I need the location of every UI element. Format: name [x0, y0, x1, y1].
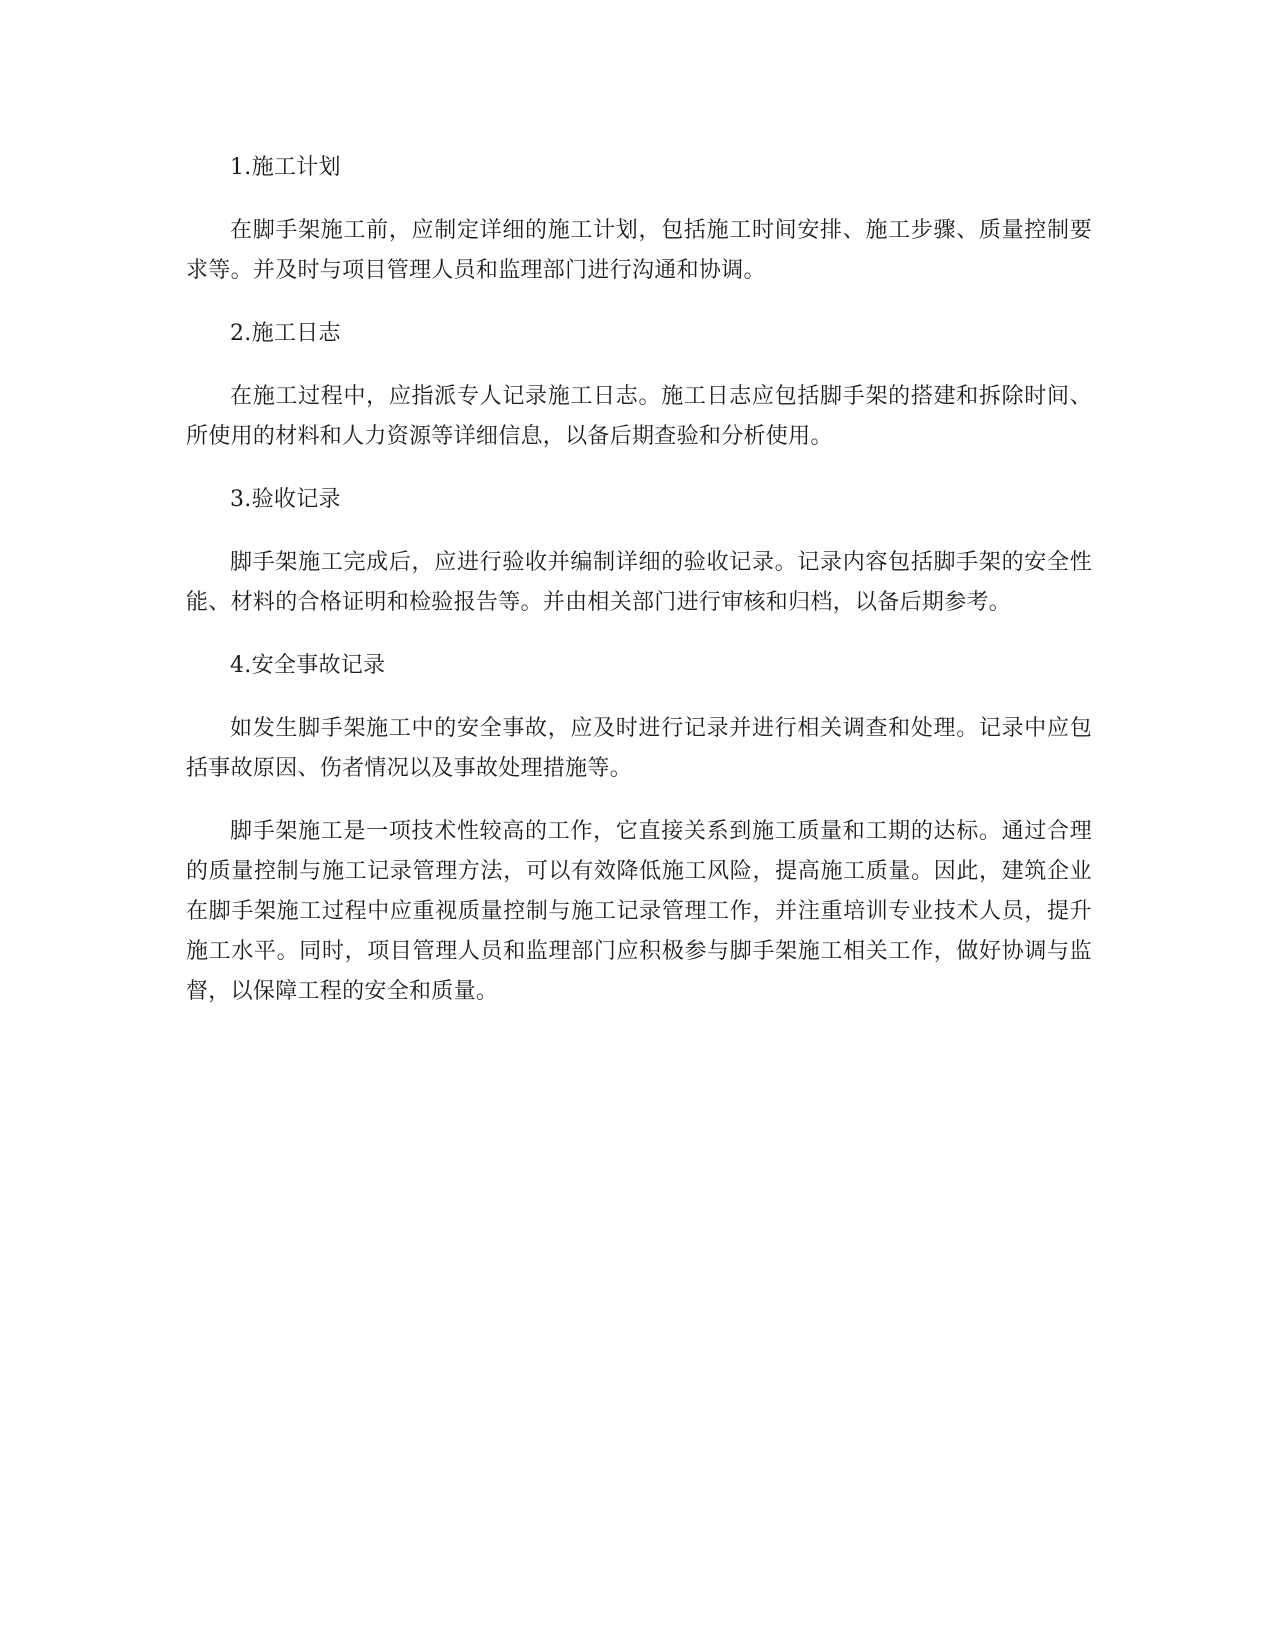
conclusion-paragraph: 脚手架施工是一项技术性较高的工作，它直接关系到施工质量和工期的达标。通过合理的质量控制与施工记录管理方法，可以有效降低施工风险，提高施工质量。因此，建筑企业在脚手架施工过程中应重视质量控制与施工记录管理工作，并注重培训专业技术人员，提升施工水平。同时，项目管理人员和监理部门应积极参与脚手架施工相关工作，做好协调与监督，以保障工程的安全和质量。	[186, 819, 1092, 1004]
section-heading-safety-incident-record: 4.安全事故记录	[230, 653, 386, 678]
section-heading-acceptance-record: 3.验收记录	[230, 487, 341, 512]
section-body-construction-log: 在施工过程中，应指派专人记录施工日志。施工日志应包括脚手架的搭建和拆除时间、所使用的材料和人力资源等详细信息，以备后期查验和分析使用。	[186, 384, 1092, 449]
section-heading-construction-plan: 1.施工计划	[230, 155, 341, 180]
section-body-safety-incident-record: 如发生脚手架施工中的安全事故，应及时进行记录并进行相关调查和处理。记录中应包括事故原因、伤者情况以及事故处理措施等。	[186, 716, 1092, 781]
section-body-acceptance-record: 脚手架施工完成后，应进行验收并编制详细的验收记录。记录内容包括脚手架的安全性能、材料的合格证明和检验报告等。并由相关部门进行审核和归档，以备后期参考。	[186, 550, 1092, 615]
section-heading-construction-log: 2.施工日志	[230, 321, 341, 346]
document-body	[186, 148, 1092, 1035]
section-body-construction-plan: 在脚手架施工前，应制定详细的施工计划，包括施工时间安排、施工步骤、质量控制要求等。并及时与项目管理人员和监理部门进行沟通和协调。	[186, 218, 1092, 283]
